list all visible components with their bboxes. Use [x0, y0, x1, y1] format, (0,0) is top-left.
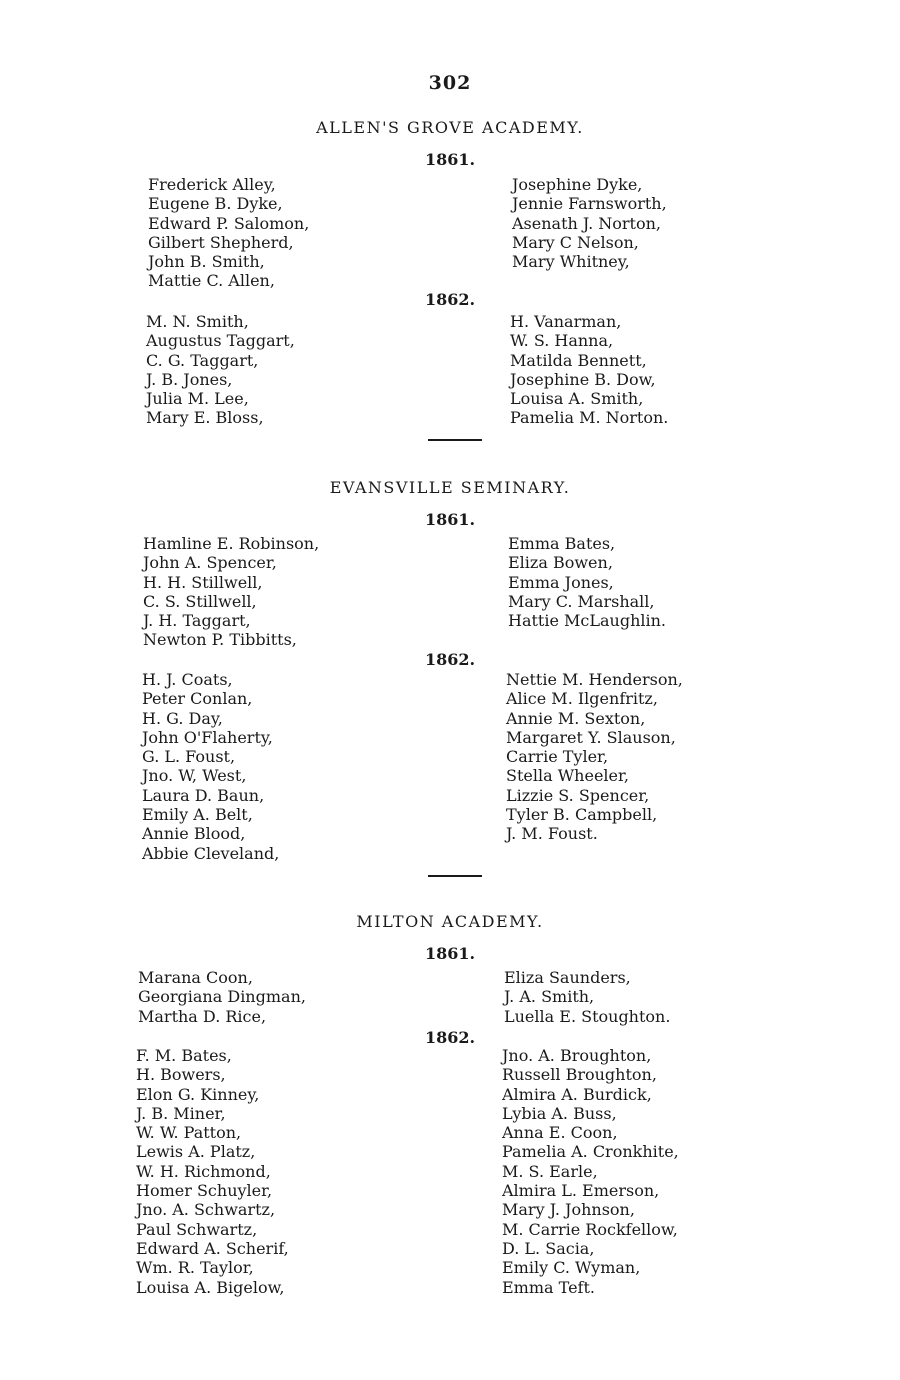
- student-name: Josephine Dyke,: [512, 175, 643, 194]
- student-name: Russell Broughton,: [502, 1065, 657, 1085]
- student-name: Augustus Taggart,: [146, 331, 295, 351]
- name-list-right: [512, 175, 667, 271]
- student-name: Mattie C. Allen,: [148, 271, 275, 291]
- student-name: Mary J. Johnson,: [502, 1200, 635, 1220]
- student-name: H. Bowers,: [136, 1065, 226, 1085]
- student-name: Anna E. Coon,: [502, 1123, 618, 1143]
- year-heading: 1861.: [424, 944, 476, 963]
- student-name: Mary Whitney,: [512, 252, 630, 272]
- student-name: J. M. Foust.: [506, 824, 598, 844]
- student-name: W. W. Patton,: [136, 1123, 242, 1143]
- student-name: Martha D. Rice,: [138, 1006, 267, 1026]
- name-list-right: [506, 670, 683, 844]
- student-name: Hamline E. Robinson,: [143, 534, 320, 553]
- student-name: Jno. A. Schwartz,: [136, 1200, 276, 1220]
- name-list-right: [510, 312, 668, 428]
- student-name: Almira A. Burdick,: [502, 1084, 652, 1104]
- name-list-left: [148, 175, 309, 291]
- student-name: M. N. Smith,: [146, 312, 249, 331]
- student-name: J. B. Jones,: [146, 369, 233, 389]
- student-name: Abbie Cleveland,: [142, 843, 280, 863]
- student-name: Edward A. Scherif,: [136, 1238, 289, 1258]
- student-name: Wm. R. Taylor,: [136, 1258, 254, 1278]
- student-name: Annie M. Sexton,: [506, 708, 646, 728]
- student-name: D. L. Sacia,: [502, 1238, 595, 1258]
- year-heading: 1861.: [424, 510, 476, 529]
- student-name: Mary E. Bloss,: [146, 408, 264, 428]
- student-name: Gilbert Shepherd,: [148, 232, 294, 252]
- year-heading: 1862.: [424, 650, 476, 669]
- student-name: Annie Blood,: [142, 824, 246, 844]
- student-name: Mary C. Marshall,: [508, 591, 655, 611]
- name-list-right: [502, 1046, 679, 1297]
- student-name: Eugene B. Dyke,: [148, 194, 283, 214]
- name-list-left: [146, 312, 295, 428]
- student-name: J. B. Miner,: [136, 1103, 226, 1123]
- student-name: Jno. W, West,: [142, 766, 247, 786]
- year-heading: 1862.: [424, 290, 476, 309]
- student-name: Jno. A. Broughton,: [502, 1046, 652, 1065]
- student-name: J. H. Taggart,: [143, 611, 251, 631]
- student-name: Lewis A. Platz,: [136, 1142, 256, 1162]
- student-name: Eliza Saunders,: [504, 968, 631, 987]
- section-divider: [428, 439, 482, 441]
- student-name: Hattie McLaughlin.: [508, 611, 667, 631]
- student-name: H. Vanarman,: [510, 312, 622, 331]
- student-name: Paul Schwartz,: [136, 1219, 258, 1239]
- student-name: Louisa A. Smith,: [510, 389, 644, 409]
- student-name: Mary C Nelson,: [512, 232, 639, 252]
- page-number: 302: [428, 72, 472, 94]
- student-name: M. Carrie Rockfellow,: [502, 1219, 678, 1239]
- year-heading: 1861.: [424, 150, 476, 169]
- student-name: Stella Wheeler,: [506, 766, 629, 786]
- student-name: Emma Bates,: [508, 534, 616, 553]
- student-name: Louisa A. Bigelow,: [136, 1277, 285, 1297]
- student-name: Eliza Bowen,: [508, 553, 613, 573]
- student-name: Josephine B. Dow,: [510, 369, 656, 389]
- student-name: Homer Schuyler,: [136, 1181, 273, 1201]
- student-name: Marana Coon,: [138, 968, 253, 987]
- year-heading: 1862.: [424, 1028, 476, 1047]
- student-name: Pamelia A. Cronkhite,: [502, 1142, 679, 1162]
- student-name: Emma Jones,: [508, 572, 614, 592]
- section-title-milton: MILTON ACADEMY.: [356, 912, 544, 931]
- student-name: Alice M. Ilgenfritz,: [506, 689, 658, 709]
- student-name: Peter Conlan,: [142, 689, 253, 709]
- section-divider: [428, 875, 482, 877]
- student-name: M. S. Earle,: [502, 1161, 598, 1181]
- student-name: Asenath J. Norton,: [512, 213, 661, 233]
- student-name: Matilda Bennett,: [510, 350, 647, 370]
- student-name: Carrie Tyler,: [506, 747, 609, 767]
- student-name: Pamelia M. Norton.: [510, 408, 669, 428]
- student-name: Luella E. Stoughton.: [504, 1006, 671, 1026]
- name-list-right: [508, 534, 666, 630]
- student-name: Julia M. Lee,: [146, 389, 249, 409]
- student-name: H. G. Day,: [142, 708, 223, 728]
- name-list-left: [143, 534, 319, 650]
- student-name: F. M. Bates,: [136, 1046, 232, 1065]
- student-name: John O'Flaherty,: [142, 727, 273, 747]
- name-list-left: [136, 1046, 289, 1297]
- name-list-right: [504, 968, 670, 1026]
- name-list-left: [142, 670, 279, 863]
- student-name: H. J. Coats,: [142, 670, 233, 689]
- student-name: John B. Smith,: [148, 252, 265, 272]
- student-name: Tyler B. Campbell,: [506, 805, 658, 825]
- name-list-left: [138, 968, 306, 1026]
- student-name: C. G. Taggart,: [146, 350, 259, 370]
- student-name: Emma Teft.: [502, 1277, 595, 1297]
- student-name: Jennie Farnsworth,: [512, 194, 667, 214]
- student-name: Emily C. Wyman,: [502, 1258, 641, 1278]
- student-name: Lizzie S. Spencer,: [506, 785, 650, 805]
- student-name: Lybia A. Buss,: [502, 1103, 617, 1123]
- student-name: Almira L. Emerson,: [502, 1181, 660, 1201]
- student-name: C. S. Stillwell,: [143, 591, 257, 611]
- student-name: Laura D. Baun,: [142, 785, 265, 805]
- student-name: H. H. Stillwell,: [143, 572, 263, 592]
- student-name: J. A. Smith,: [504, 987, 595, 1007]
- student-name: Frederick Alley,: [148, 175, 276, 194]
- section-title-allens-grove: ALLEN'S GROVE ACADEMY.: [316, 118, 584, 137]
- student-name: Edward P. Salomon,: [148, 213, 310, 233]
- section-title-evansville: EVANSVILLE SEMINARY.: [329, 478, 571, 497]
- student-name: Newton P. Tibbitts,: [143, 630, 297, 650]
- student-name: Elon G. Kinney,: [136, 1084, 260, 1104]
- student-name: W. S. Hanna,: [510, 331, 614, 351]
- student-name: W. H. Richmond,: [136, 1161, 271, 1181]
- student-name: G. L. Foust,: [142, 747, 236, 767]
- student-name: John A. Spencer,: [143, 553, 277, 573]
- student-name: Nettie M. Henderson,: [506, 670, 683, 689]
- student-name: Margaret Y. Slauson,: [506, 727, 676, 747]
- student-name: Emily A. Belt,: [142, 805, 253, 825]
- student-name: Georgiana Dingman,: [138, 987, 306, 1007]
